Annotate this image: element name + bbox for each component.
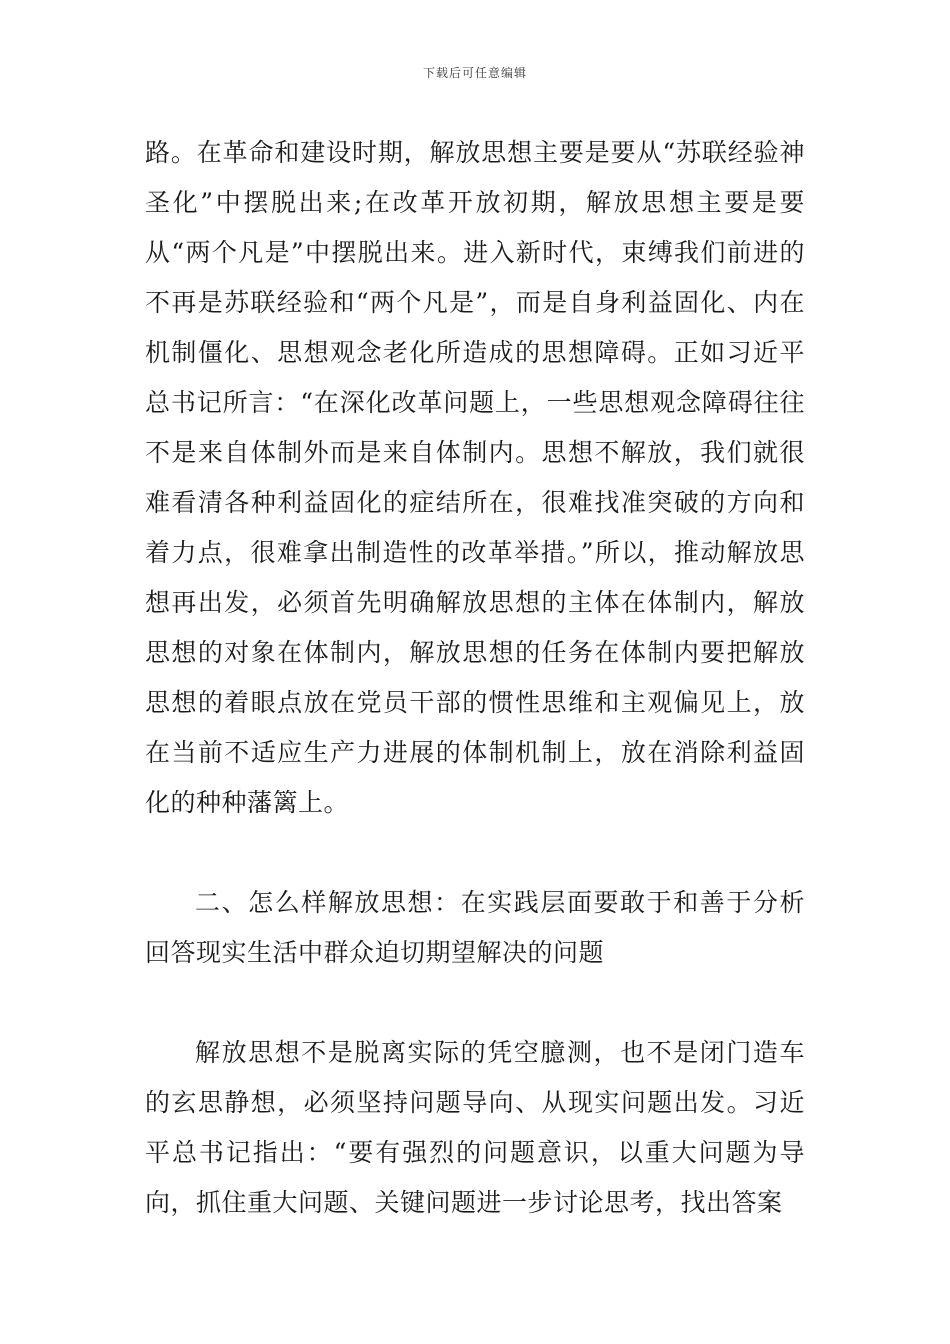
page-header-note: 下载后可任意编辑: [422, 66, 527, 80]
paragraph-gap: [145, 828, 805, 878]
paragraph: 解放思想不是脱离实际的凭空臆测，也不是闭门造车的玄思静想，必须坚持问题导向、从现实问题出发。习近平总书记指出：“要有强烈的问题意识，以重大问题为导向，抓住重大问题、关键问题进一步讨论思考，找出答案: [145, 1038, 805, 1217]
section-heading: 二、怎么样解放思想：在实践层面要敢于和善于分析回答现实生活中群众迫切期望解决的问题: [145, 888, 805, 967]
paragraph-gap: [145, 978, 805, 1028]
document-body: [145, 128, 805, 1228]
paragraph-continued: 路。在革命和建设时期，解放思想主要是要从“苏联经验神圣化”中摆脱出来;在改革开放初期，解放思想主要是要从“两个凡是”中摆脱出来。进入新时代，束缚我们前进的不再是苏联经验和“两个凡是”，而是自身利益固化、内在机制僵化、思想观念老化所造成的思想障碍。正如习近平总书记所言：“在深化改革问题上，一些思想观念障碍往往不是来自体制外而是来自体制内。思想不解放，我们就很难看清各种利益固化的症结所在，很难找准突破的方向和着力点，很难拿出制造性的改革举措。”所以，推动解放思想再出发，必须首先明确解放思想的主体在体制内，解放思想的对象在体制内，解放思想的任务在体制内要把解放思想的着眼点放在党员干部的惯性思维和主观偏见上，放在当前不适应生产力进展的体制机制上，放在消除利益固化的种种藩篱上。: [145, 138, 805, 817]
